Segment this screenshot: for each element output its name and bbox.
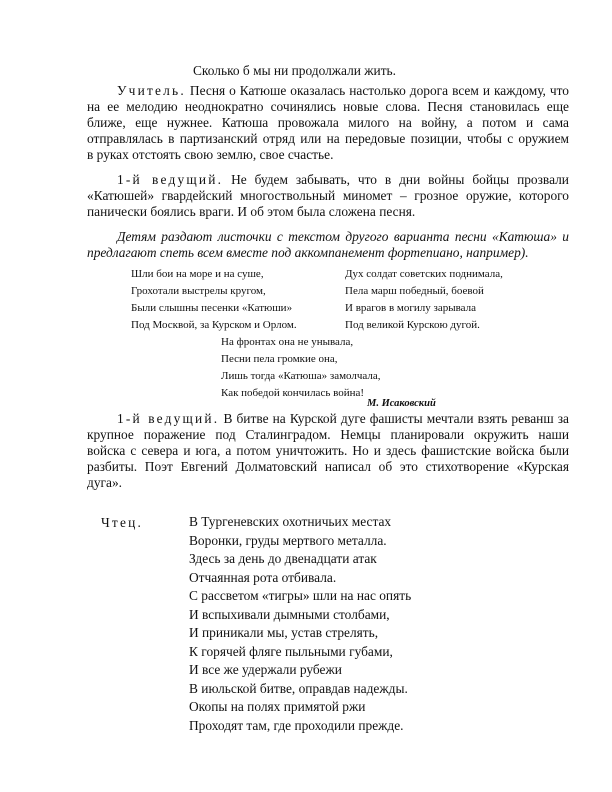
song-line: Песни пела громкие она,: [221, 353, 338, 365]
paragraph-line: «Катюшей» гвардейский многоствольный миномет – грозное оружие, которого: [87, 188, 569, 203]
direction-line: предлагают спеть всем вместе под аккомпанемент фортепиано, например).: [87, 245, 529, 260]
paragraph-line: отправлялась в партизанский отряд или на передовые позиции, чтобы с оружием: [87, 131, 569, 146]
song-author: М. Исаковский: [367, 398, 436, 409]
song-line: Грохотали выстрелы кругом,: [131, 285, 266, 297]
paragraph-line: Учитель. Песня о Катюше оказалась настолько дорога всем и каждому, что: [117, 83, 570, 98]
poem-line: К горячей фляге пыльными губами,: [189, 643, 393, 659]
poem-line: Окопы на полях примятой ржи: [189, 699, 366, 714]
poem-line: Проходят там, где проходили прежде.: [189, 717, 404, 733]
poem-block: [189, 513, 411, 735]
paragraph-line: панически боялись враги. И об этом была сложена песня.: [87, 204, 416, 219]
song-line: Были слышны песенки «Катюши»: [131, 302, 293, 314]
song-verse-left: [131, 266, 297, 334]
song-line: И врагов в могилу зарывала: [345, 302, 477, 314]
stage-direction: [87, 229, 569, 261]
song-line: Дух солдат советских поднимала,: [345, 268, 503, 280]
song-line: Под великой Курскою дугой.: [345, 319, 480, 331]
host-paragraph-1: [87, 172, 569, 220]
song-verse-center: [221, 334, 381, 402]
speaker-label: Учитель.: [117, 83, 186, 98]
paragraph-line: разбиты. Поэт Евгений Долматовский написал об это стихотворение «Курская: [87, 459, 569, 474]
paragraph-line: 1-й ведущий. Не будем забывать, что в дни войны бойцы прозвали: [117, 172, 569, 187]
poem-line: И приникали мы, устав стрелять,: [189, 625, 379, 640]
poem-line: Отчаянная рота отбивала.: [189, 569, 337, 585]
poem-line: С рассветом «тигры» шли на нас опять: [189, 588, 412, 603]
song-line: Шли бои на море и на суше,: [131, 268, 264, 280]
song-line: Пела марш победный, боевой: [345, 285, 484, 297]
song-line: Под Москвой, за Курском и Орлом.: [131, 319, 297, 331]
song-verse-right: [345, 266, 503, 334]
song-line: Как победой кончилась война!: [221, 387, 365, 399]
speaker-label: 1-й ведущий.: [117, 172, 224, 187]
speaker-label: 1-й ведущий.: [117, 411, 220, 426]
paragraph-line: в руках отстоять свою землю, свое счастье.: [87, 147, 334, 162]
poem-line: В июльской битве, оправдав надежды.: [189, 680, 408, 696]
song-line: Лишь тогда «Катюша» замолчала,: [221, 370, 381, 382]
poem-line: Здесь за день до двенадцати атак: [189, 551, 377, 566]
verse-line: Сколько б мы ни продолжали жить.: [193, 63, 397, 78]
teacher-paragraph: [87, 83, 569, 163]
poem-line: Воронки, груды мертвого металла.: [189, 532, 387, 548]
paragraph-line: 1-й ведущий. В битве на Курской дуге фашисты мечтали взять реванш за: [117, 411, 569, 426]
host-paragraph-2: [87, 411, 569, 491]
poem-line: И вспыхивали дымными столбами,: [189, 606, 390, 622]
paragraph-line: крупное поражение под Сталинградом. Немцы планировали окружить наши: [87, 427, 569, 442]
paragraph-line: войска с севера и юга, а потом уничтожить. Но и здесь фашистские войска были: [87, 443, 569, 458]
reader-label: Чтец.: [101, 515, 144, 530]
song-line: На фронтах она не унывала,: [221, 336, 354, 348]
paragraph-line: дуга».: [87, 475, 122, 490]
paragraph-line: на ее мелодию неоднократно сочинялись новые слова. Песня становилась еще: [87, 99, 569, 114]
direction-line: Детям раздают листочки с текстом другого варианта песни «Катюша» и: [117, 229, 569, 244]
poem-line: В Тургеневских охотничьих местах: [189, 514, 392, 529]
poem-line: И все же удержали рубежи: [189, 662, 342, 677]
paragraph-line: ближе, еще нужнее. Катюша провожала милого на войну, а потом и сама: [87, 115, 569, 130]
